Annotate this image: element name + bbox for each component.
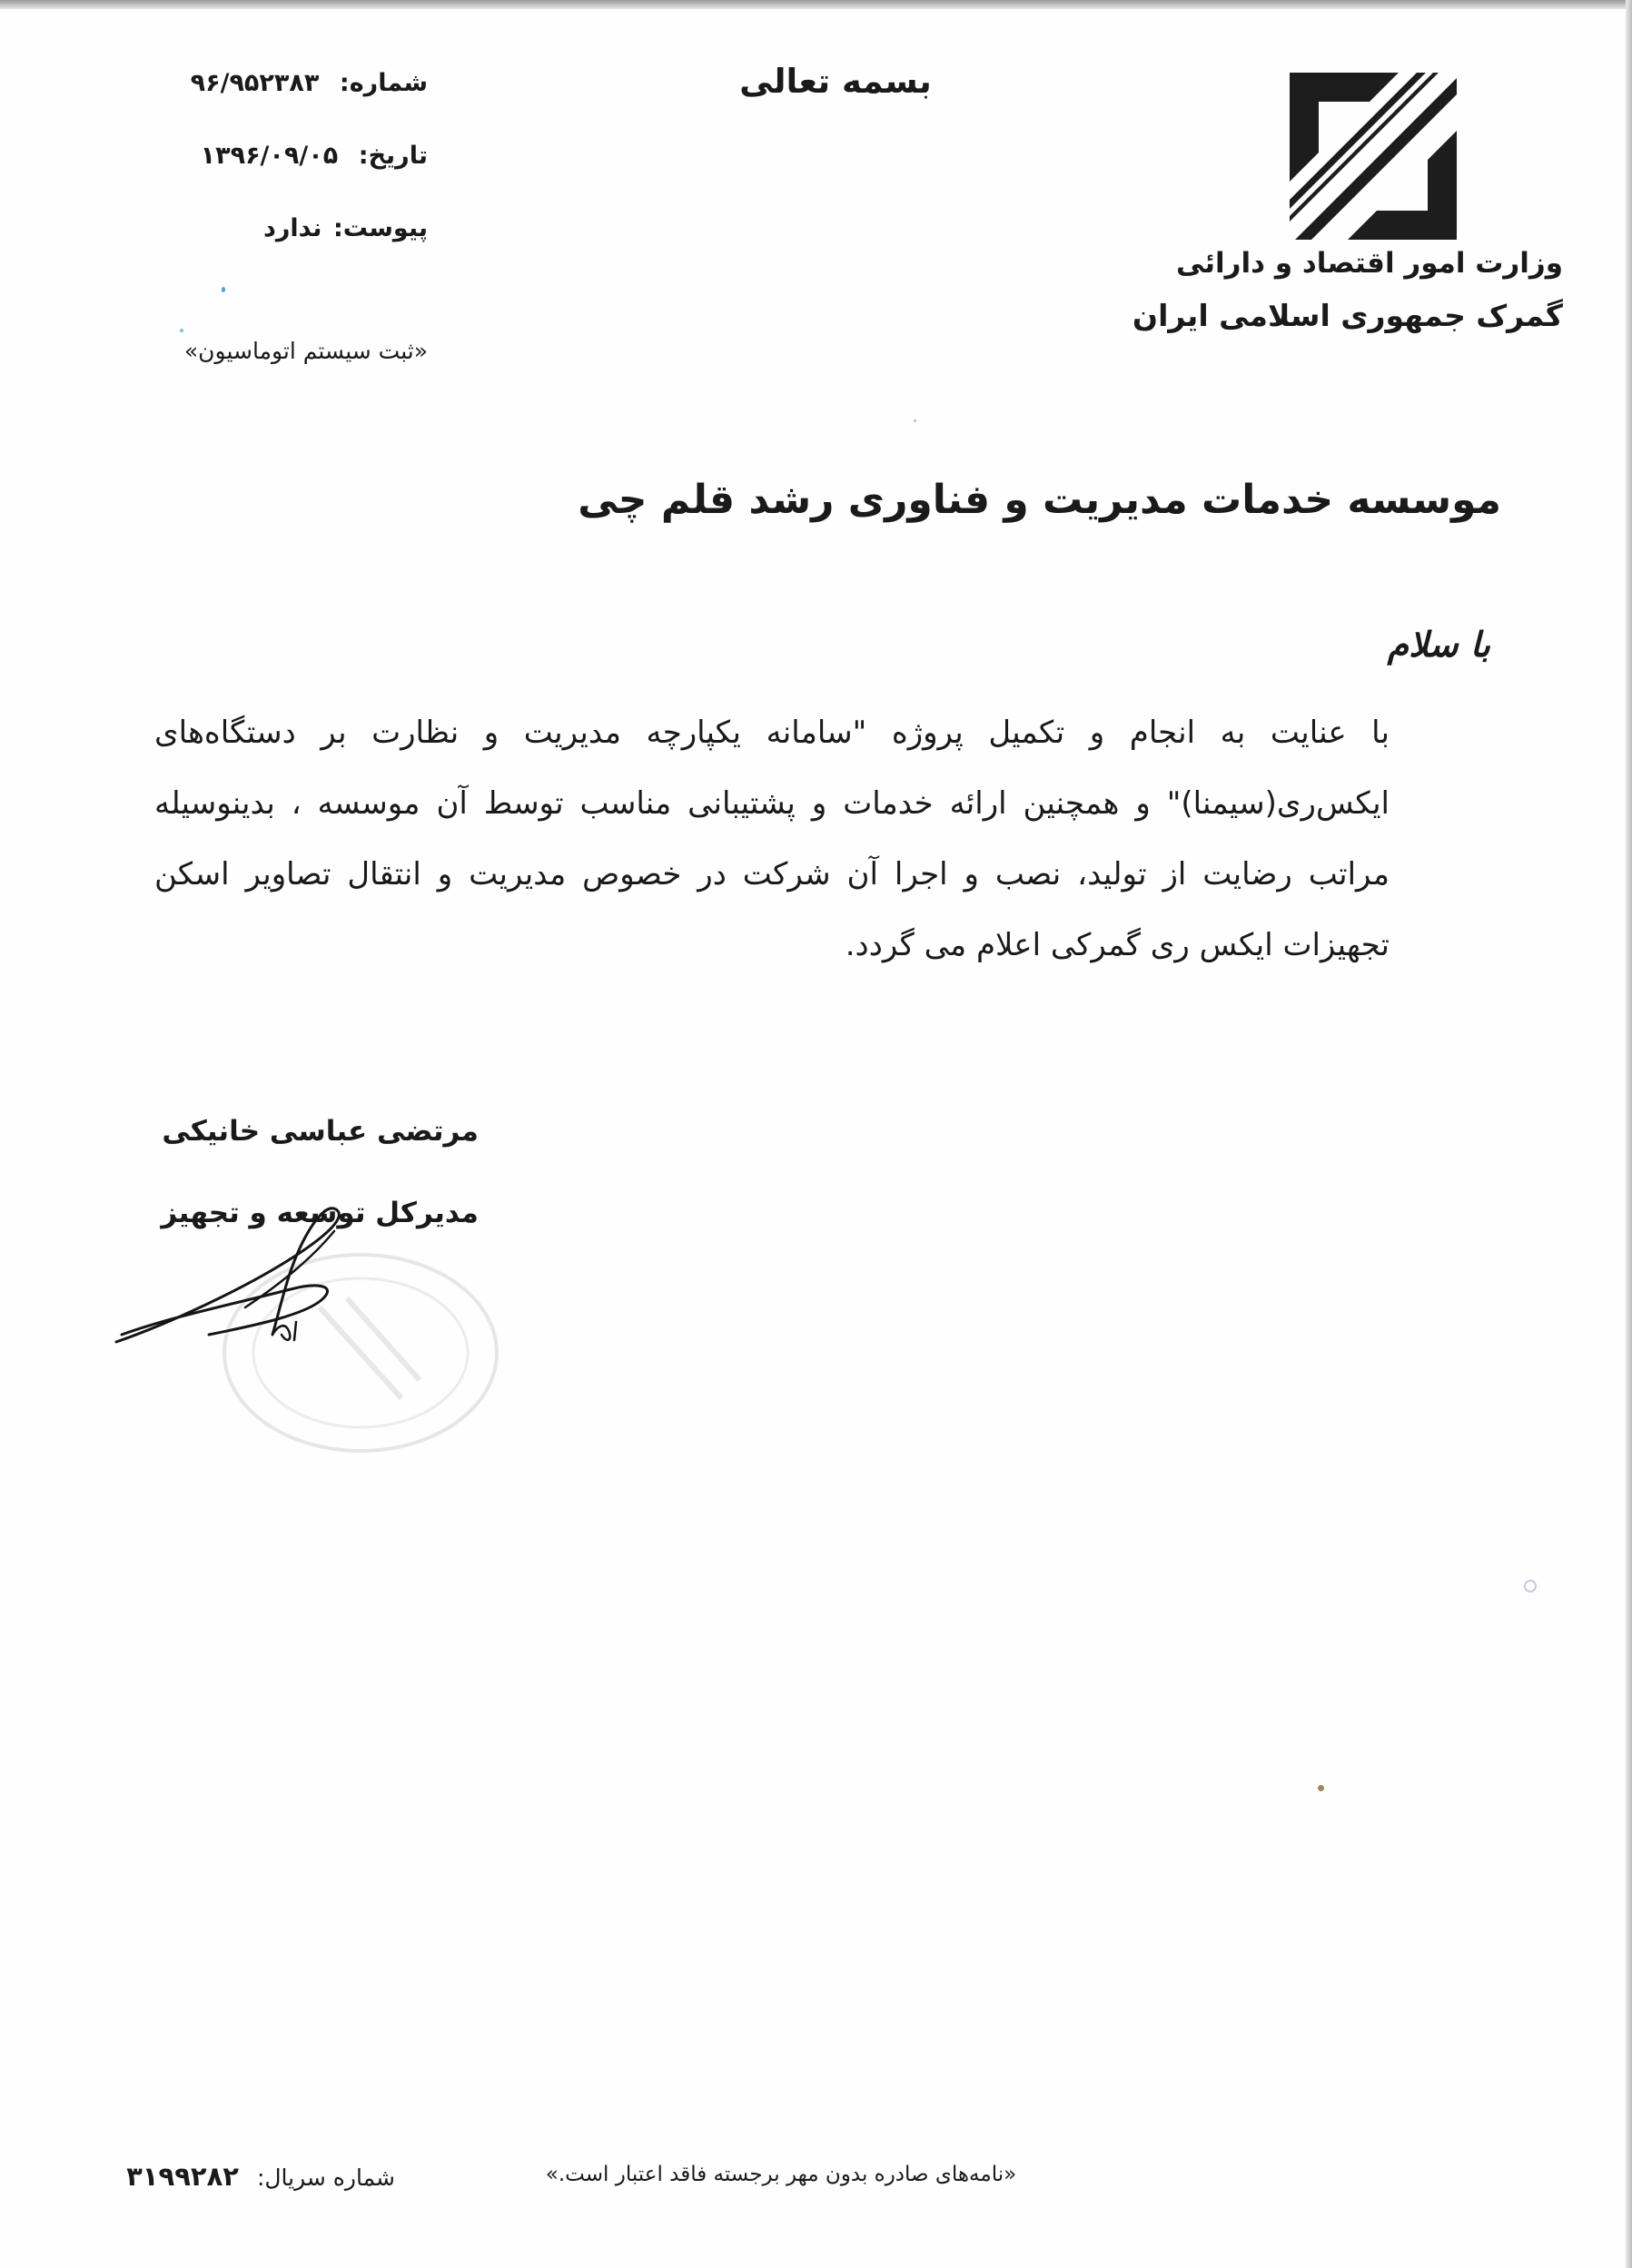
letter-date-label: تاریخ: — [358, 142, 428, 170]
letter-number-label: شماره: — [339, 69, 428, 97]
footer-note: «نامه‌های صادره بدون مهر برجسته فاقد اعتبار است.» — [545, 2163, 1017, 2186]
signer-title: مدیرکل توسعه و تجهیز — [161, 1197, 479, 1229]
letter-date — [201, 142, 428, 170]
letter-attachment-label: پیوست: — [332, 214, 428, 242]
paper-speck — [1524, 1580, 1537, 1593]
letter-number — [191, 69, 428, 97]
serial-number-label: شماره سریال: — [256, 2164, 395, 2191]
letter-attachment-value: ندارد — [262, 214, 322, 242]
paper-speck — [222, 287, 225, 292]
paper-speck — [180, 329, 183, 332]
letter-body: با عنایت به انجام و تکمیل پروژه "سامانه یکپارچه مدیریت و نظارت بر دستگاه‌های ایکس‌ری(سیمنا)" و همچنین ارائه خدمات و پشتیبانی مناسب توسط آن موسسه ، بدینوسیله مراتب رضایت از تولید، نصب و اجرا آن شرکت در خصوص مدیریت و انتقال تصاویر اسکن تجهیزات ایکس ری گمرکی اعلام می گردد. — [154, 715, 1390, 963]
customs-name: گمرک جمهوری اسلامی ایران — [1132, 298, 1563, 333]
paper-speck — [1318, 1785, 1324, 1791]
customs-logo-icon — [1290, 73, 1457, 240]
serial-number — [126, 2161, 395, 2192]
letter-number-value: ۹۶/۹۵۲۳۸۳ — [190, 69, 320, 97]
ministry-name: وزارت امور اقتصاد و دارائی — [1176, 247, 1563, 280]
automation-note: «ثبت سیستم اتوماسیون» — [183, 338, 428, 364]
paper-speck — [914, 419, 916, 422]
letter-attachment — [263, 214, 428, 242]
serial-number-value: ۳۱۹۹۲۸۲ — [126, 2161, 239, 2192]
basmala-heading: بسمه تعالی — [739, 62, 932, 101]
letter-date-value: ۱۳۹۶/۰۹/۰۵ — [200, 142, 339, 170]
greeting: با سلام — [1387, 625, 1490, 665]
signer-name: مرتضی عباسی خانیکی — [162, 1115, 479, 1148]
handwritten-signature — [109, 1198, 400, 1362]
recipient-title: موسسه خدمات مدیریت و فناوری رشد قلم چی — [578, 477, 1501, 523]
